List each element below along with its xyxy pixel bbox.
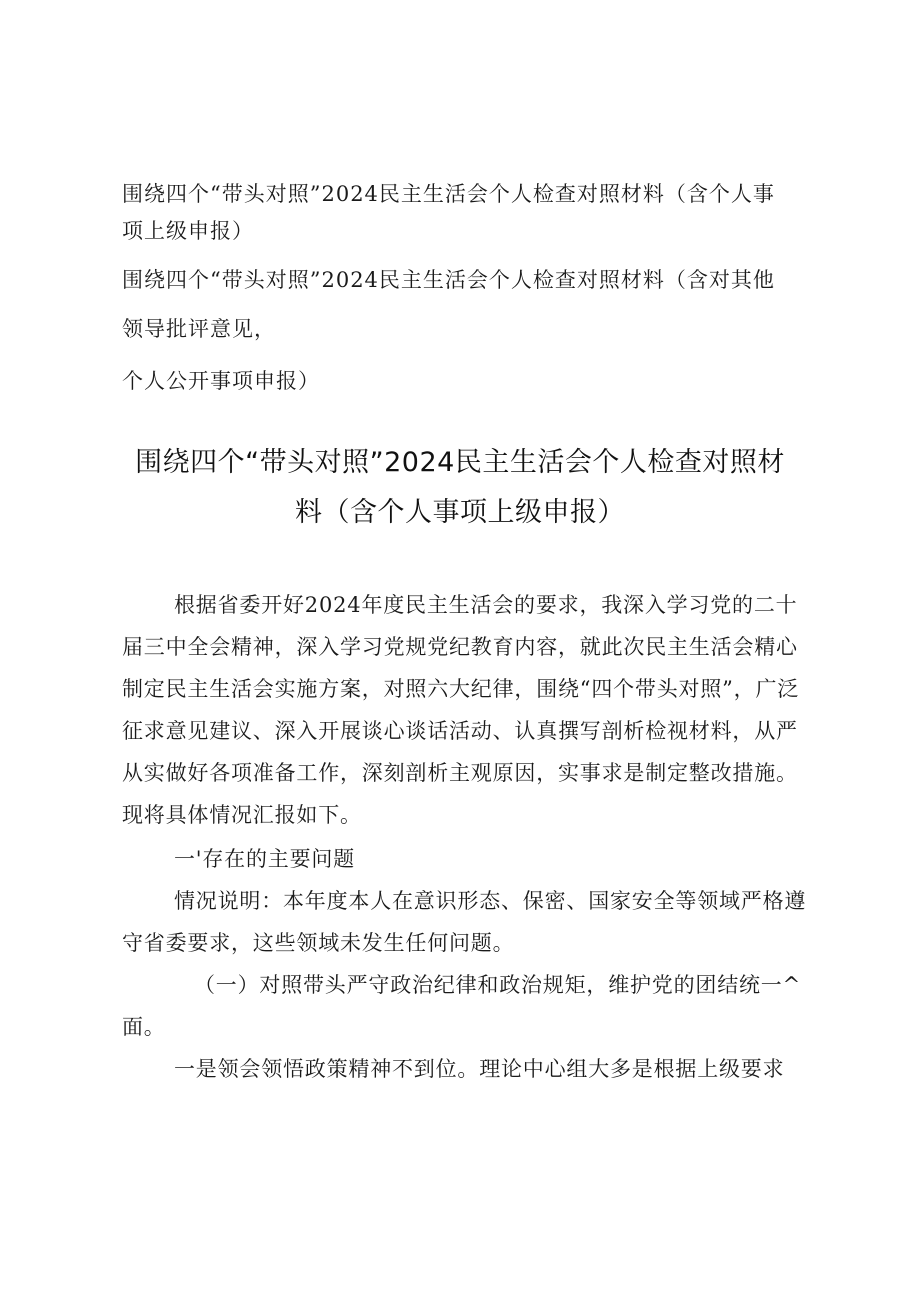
- toc-entry-2-line-1: 围绕四个“带头对照”2024民主生活会个人检查对照材料（含对其他: [122, 268, 775, 292]
- subsection-heading-1: （一）对照带头严守政治纪律和政治规矩，维护党的团结统一^面。: [122, 973, 801, 1039]
- intro-paragraph: 根据省委开好2024年度民主生活会的要求，我深入学习党的二十届三中全会精神，深入学习党规党纪教育内容，就此次民主生活会精心制定民主生活会实施方案，对照六大纪律，围绕“四个带头对照”，广泛征求意见建议、深入开展谈心谈话活动、认真撰写剖析检视材料，从严从实做好各项准备工作，深刻剖析主观原因，实事求是制定整改措施。现将具体情况汇报如下。: [122, 593, 800, 827]
- section-heading-1: 一'存在的主要问题: [174, 847, 355, 871]
- point-1-paragraph: 一是领会领悟政策精神不到位。理论中心组大多是根据上级要求: [174, 1057, 785, 1081]
- document-body: [122, 584, 812, 1090]
- title-line-2: 料（含个人事项上级申报）: [295, 497, 625, 528]
- toc-entry-2-line-2: 领导批评意见，: [122, 317, 276, 341]
- document-title: [120, 438, 800, 538]
- toc-entry-2-line-3: 个人公开事项申报）: [122, 369, 320, 393]
- toc-entry-1-line-1: 围绕四个“带头对照”2024民主生活会个人检查对照材料（含个人事: [122, 182, 775, 206]
- situation-paragraph: 情况说明：本年度本人在意识形态、保密、国家安全等领域严格遵守省委要求，这些领域未发生任何问题。: [122, 889, 807, 955]
- title-line-1: 围绕四个“带头对照”2024民主生活会个人检查对照材: [135, 447, 785, 478]
- document-toc: [122, 176, 817, 400]
- toc-entry-1-line-2: 项上级申报）: [122, 219, 254, 243]
